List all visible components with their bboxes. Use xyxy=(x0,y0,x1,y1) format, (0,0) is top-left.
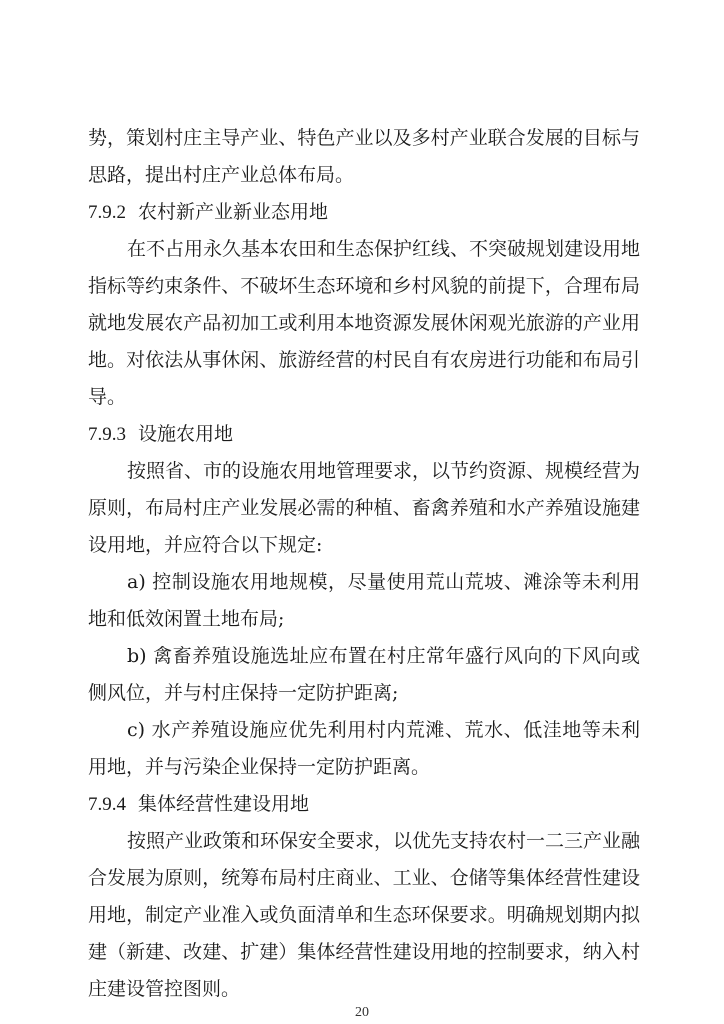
body-text-line: 地和低效闲置土地布局; xyxy=(88,608,285,630)
section-number: 7.9.2 xyxy=(88,202,126,223)
body-text-line: 地。对依法从事休闲、旅游经营的村民自有农房进行功能和布局引 xyxy=(88,349,640,371)
section-heading-7-9-3 xyxy=(88,422,640,447)
list-item-c: c) 水产养殖设施应优先利用村内荒滩、荒水、低洼地等未利 xyxy=(127,719,640,741)
list-item-b: b) 禽畜养殖设施选址应布置在村庄常年盛行风向的下风向或 xyxy=(127,645,640,667)
body-text-line: 庄建设管控图则。 xyxy=(88,978,241,1000)
body-text-line: 势，策划村庄主导产业、特色产业以及多村产业联合发展的目标与 xyxy=(88,127,640,149)
body-text-line: 导。 xyxy=(88,386,127,408)
body-text-line: 用地，制定产业准入或负面清单和生态环保要求。明确规划期内拟 xyxy=(88,904,640,926)
list-item-a: a) 控制设施农用地规模，尽量使用荒山荒坡、滩涂等未利用 xyxy=(127,571,640,593)
section-heading-7-9-2 xyxy=(88,200,640,225)
section-number: 7.9.3 xyxy=(88,424,126,445)
page-number: 20 xyxy=(355,1005,369,1020)
section-title: 农村新产业新业态用地 xyxy=(138,201,329,223)
section-title: 设施农用地 xyxy=(138,423,234,445)
body-text-line: 用地，并与污染企业保持一定防护距离。 xyxy=(88,756,431,778)
body-text-line: 建（新建、改建、扩建）集体经营性建设用地的控制要求，纳入村 xyxy=(88,941,640,963)
body-text-line: 在不占用永久基本农田和生态保护红线、不突破规划建设用地 xyxy=(127,238,641,260)
body-text-line: 原则，布局村庄产业发展必需的种植、畜禽养殖和水产养殖设施建 xyxy=(88,497,640,519)
section-heading-7-9-4 xyxy=(88,792,640,817)
section-title: 集体经营性建设用地 xyxy=(138,793,310,815)
body-text-line: 思路，提出村庄产业总体布局。 xyxy=(88,164,355,186)
body-text-line: 按照产业政策和环保安全要求，以优先支持农村一二三产业融 xyxy=(127,830,641,852)
body-text-line: 按照省、市的设施农用地管理要求，以节约资源、规模经营为 xyxy=(127,460,641,482)
body-text-line: 指标等约束条件、不破坏生态环境和乡村风貌的前提下，合理布局 xyxy=(88,275,640,297)
section-number: 7.9.4 xyxy=(88,794,126,815)
body-text-line: 侧风位，并与村庄保持一定防护距离; xyxy=(88,682,399,704)
body-text-line: 合发展为原则，统筹布局村庄商业、工业、仓储等集体经营性建设 xyxy=(88,867,640,889)
body-text-line: 设用地，并应符合以下规定: xyxy=(88,534,323,556)
body-text-line: 就地发展农产品初加工或利用本地资源发展休闲观光旅游的产业用 xyxy=(88,312,640,334)
